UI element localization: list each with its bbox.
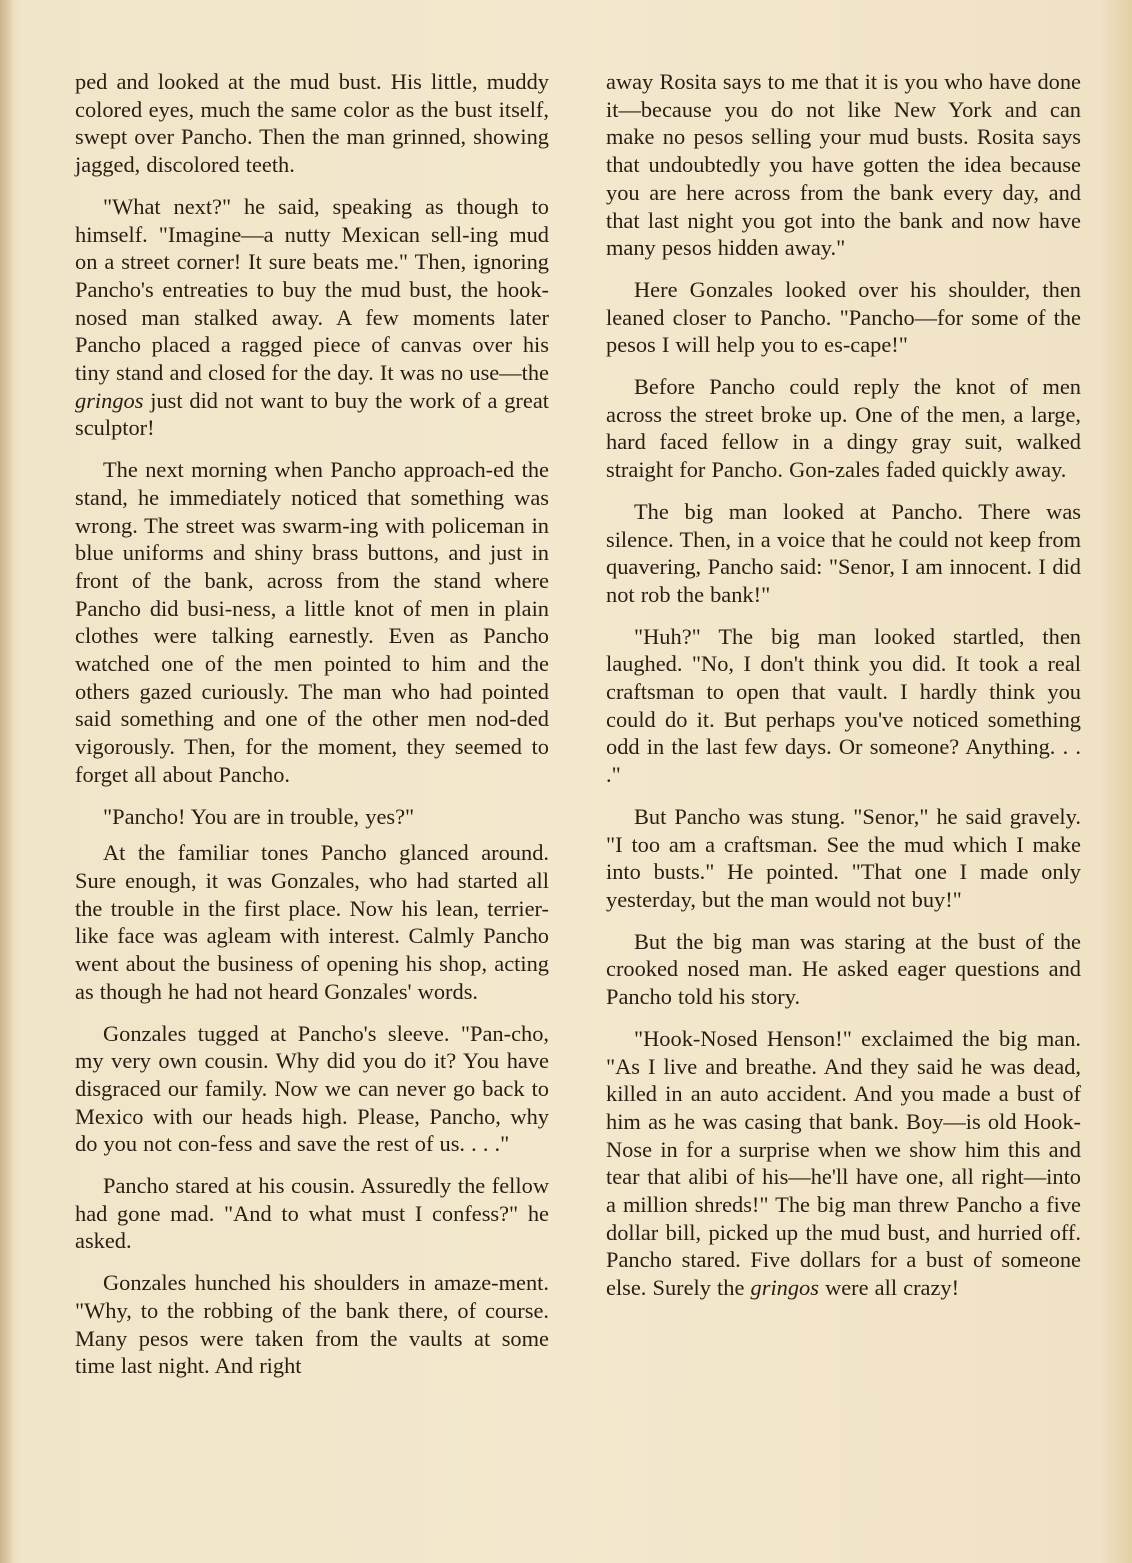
- paragraph: [606, 1025, 1081, 1302]
- paragraph-text: were all crazy!: [825, 1275, 960, 1301]
- paragraph: But Pancho was stung. "Senor," he said gravely. "I too am a craftsman. See the mud which I make into busts." He pointed. "That one I made only yesterday, but the man would not buy!": [606, 803, 1081, 912]
- paragraph: The big man looked at Pancho. There was silence. Then, in a voice that he could not keep from quavering, Pancho said: "Senor, I am innocent. I did not rob the bank!": [606, 498, 1081, 607]
- paragraph: "Pancho! You are in trouble, yes?": [103, 803, 415, 829]
- paragraph: "Huh?" The big man looked startled, then laughed. "No, I don't think you did. It took a real craftsman to open that vault. I hardly think you could do it. But perhaps you've noticed something odd in the last few days. Or someone? Anything. . . .": [606, 623, 1081, 788]
- paragraph: away Rosita says to me that it is you who have done it—because you do not like New York and can make no pesos selling your mud busts. Rosita says that undoubtedly you have gotten the idea because you are here across from the bank every day, and that last night you got into the bank and now have many pesos hidden away.": [606, 69, 1081, 261]
- italic-word: gringos: [75, 387, 144, 413]
- paragraph: Gonzales tugged at Pancho's sleeve. "Pan-cho, my very own cousin. Why did you do it? You have disgraced our family. Now we can never go back to Mexico with our heads high. Please, Pancho, why do you not con-fess and save the rest of us. . . .": [75, 1020, 549, 1157]
- paragraph: Here Gonzales looked over his shoulder, then leaned closer to Pancho. "Pancho—for some of the pesos I will help you to es-cape!": [606, 276, 1081, 358]
- paragraph: Gonzales hunched his shoulders in amaze-ment. "Why, to the robbing of the bank there, of course. Many pesos were taken from the vaults at some time last night. And right: [75, 1270, 549, 1379]
- paragraph: At the familiar tones Pancho glanced around. Sure enough, it was Gonzales, who had started all the trouble in the first place. Now his lean, terrier-like face was agleam with interest. Calmly Pancho went about the business of opening his shop, acting as though he had not heard Gonzales' words.: [75, 840, 549, 1004]
- paragraph: Before Pancho could reply the knot of men across the street broke up. One of the men, a large, hard faced fellow in a dingy gray suit, walked straight for Pancho. Gon-zales faded quickly away.: [606, 374, 1081, 483]
- paragraph: Pancho stared at his cousin. Assuredly the fellow had gone mad. "And to what must I confess?" he asked.: [75, 1173, 549, 1254]
- paragraph-text: just did not want to buy the work of a great sculptor!: [75, 387, 549, 441]
- paragraph: ped and looked at the mud bust. His little, muddy colored eyes, much the same color as the bust itself, swept over Pancho. Then the man grinned, showing jagged, discolored teeth.: [75, 69, 549, 178]
- left-column: [75, 68, 549, 1380]
- paragraph: The next morning when Pancho approach-ed the stand, he immediately noticed that something was wrong. The street was swarm-ing with policeman in blue uniforms and shiny brass buttons, and just in front of the bank, across from the stand where Pancho did busi-ness, a little knot of men in plain clothes were talking earnestly. Even as Pancho watched one of the men pointed to him and the others gazed curiously. The man who had pointed said something and one of the other men nod-ded vigorously. Then, for the moment, they seemed to forget all about Pancho.: [75, 457, 549, 787]
- paragraph-text: "Hook-Nosed Henson!" exclaimed the big man. "As I live and breathe. And they said he was dead, killed in an auto accident. And you made a bust of him as he was casing that bank. Boy—is old Hook-Nose in for a surprise when we show him this and tear that alibi of his—he'll have one, all right—into a million shreds!" The big man threw Pancho a five dollar bill, picked up the mud bust, and hurried off. Pancho stared. Five dollars for a bust of someone else. Surely the: [606, 1025, 1081, 1301]
- paragraph: [75, 193, 549, 442]
- right-column: [606, 68, 1081, 1302]
- paragraph-text: "What next?" he said, speaking as though to himself. "Imagine—a nutty Mexican sell-ing mud on a street corner! It sure beats me." Then, ignoring Pancho's entreaties to buy the mud bust, the hook-nosed man stalked away. A few moments later Pancho placed a ragged piece of canvas over his tiny stand and closed for the day. It was no use—the: [75, 193, 549, 386]
- italic-word: gringos: [750, 1275, 819, 1301]
- paragraph: But the big man was staring at the bust of the crooked nosed man. He asked eager questions and Pancho told his story.: [606, 928, 1081, 1010]
